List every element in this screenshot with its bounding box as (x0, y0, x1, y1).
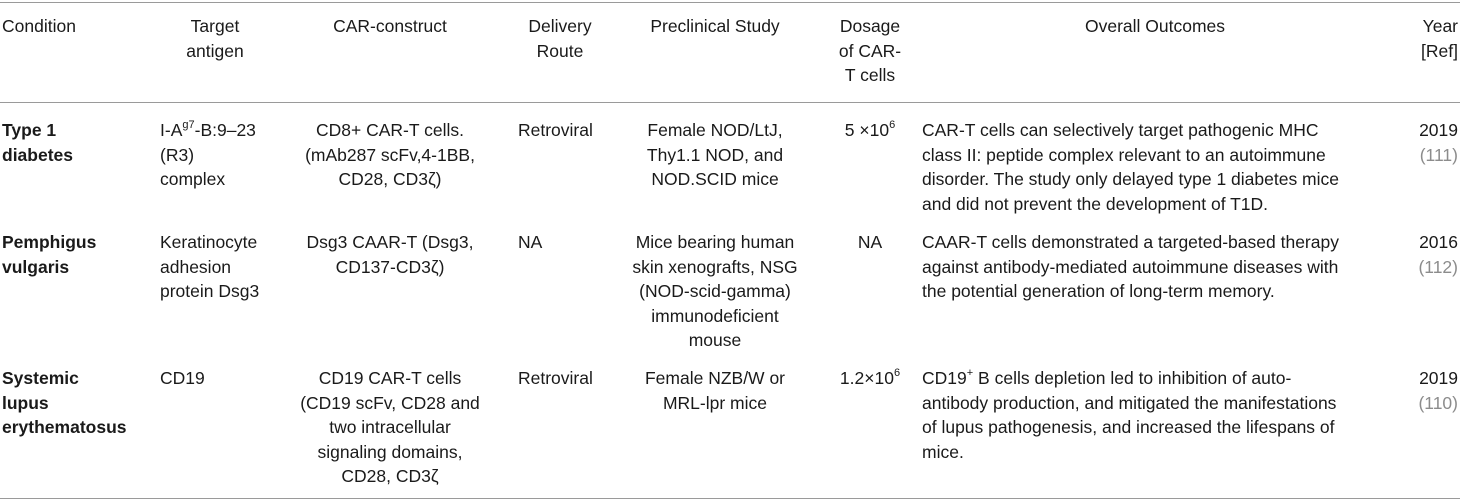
row3-car-construct: CD19 CAR-T cells (CD19 scFv, CD28 and two intracellular signaling domains, CD28, CD3ζ (300, 368, 480, 486)
row2-delivery-route: NA (518, 232, 543, 252)
header-year-ref: Year [Ref] (1421, 16, 1458, 61)
header-condition: Condition (2, 16, 76, 36)
row1-preclinical-study: Female NOD/LtJ, Thy1.1 NOD, and NOD.SCID mice (646, 120, 784, 189)
row1-car-construct: CD8+ CAR-T cells. (mAb287 scFv,4-1BB, CD28, CD3ζ) (305, 120, 475, 189)
row3-ref-link[interactable]: (110) (1418, 392, 1458, 413)
header-dosage: Dosage of CAR- T cells (838, 16, 902, 85)
row3-year-ref: 2019 (110) (1418, 368, 1458, 413)
row3-condition: Systemic lupus erythematosus (2, 368, 127, 437)
row3-dosage: $1.2\times 10^6$ (839, 367, 901, 388)
top-rule (0, 2, 1460, 3)
row1-target-antigen: $I-A^{g7}-B:9-23$ (R3) complex (160, 119, 256, 189)
row2-target-antigen: Keratinocyte adhesion protein Dsg3 (160, 232, 260, 301)
row1-outcome: CAR-T cells can selectively target pathogenic MHC class II: peptide complex relevant to an autoimmune disorder. The study only delayed type 1 diabetes mice and did not prevent the development of T1D. (922, 120, 1340, 214)
row1-year-ref: 2019 (111) (1419, 120, 1458, 165)
row3-outcome: CD19+ B cells depletion led to inhibition of auto- antibody production, and mitigated the manifestations of lupus pathogenesis, and increased the lifespans of mice. (922, 367, 1337, 462)
row2-dosage: NA (857, 232, 883, 252)
row2-outcome: CAAR-T cells demonstrated a targeted-based therapy against antibody-mediated autoimmune diseases with the potential generation of long-term memory. (922, 232, 1339, 301)
row2-preclinical-study: Mice bearing human skin xenografts, NSG (NOD-scid-gamma) immunodeficient mouse (632, 232, 798, 350)
row1-condition: Type 1 diabetes (2, 120, 73, 165)
row1-ref-link[interactable]: (111) (1419, 144, 1458, 165)
row2-year-ref: 2016 (112) (1418, 232, 1458, 277)
header-preclinical-study: Preclinical Study (650, 16, 780, 36)
bottom-rule (0, 498, 1460, 499)
row2-condition: Pemphigus vulgaris (2, 232, 97, 277)
header-rule (0, 102, 1460, 103)
row2-ref-link[interactable]: (112) (1418, 256, 1458, 277)
row3-target-antigen: CD19 (160, 368, 205, 388)
row2-car-construct: Dsg3 CAAR-T (Dsg3, CD137-CD3ζ) (306, 232, 474, 277)
row1-delivery-route: Retroviral (518, 120, 593, 140)
row1-dosage: $5 \times 10^6$ (844, 119, 896, 140)
row3-preclinical-study: Female NZB/W or MRL-lpr mice (644, 368, 786, 413)
header-delivery-route: Delivery Route (528, 16, 592, 61)
header-target-antigen: Target antigen (186, 16, 244, 61)
header-car-construct: CAR-construct (333, 16, 447, 36)
header-overall-outcomes: Overall Outcomes (1084, 16, 1226, 36)
row3-delivery-route: Retroviral (518, 368, 593, 388)
